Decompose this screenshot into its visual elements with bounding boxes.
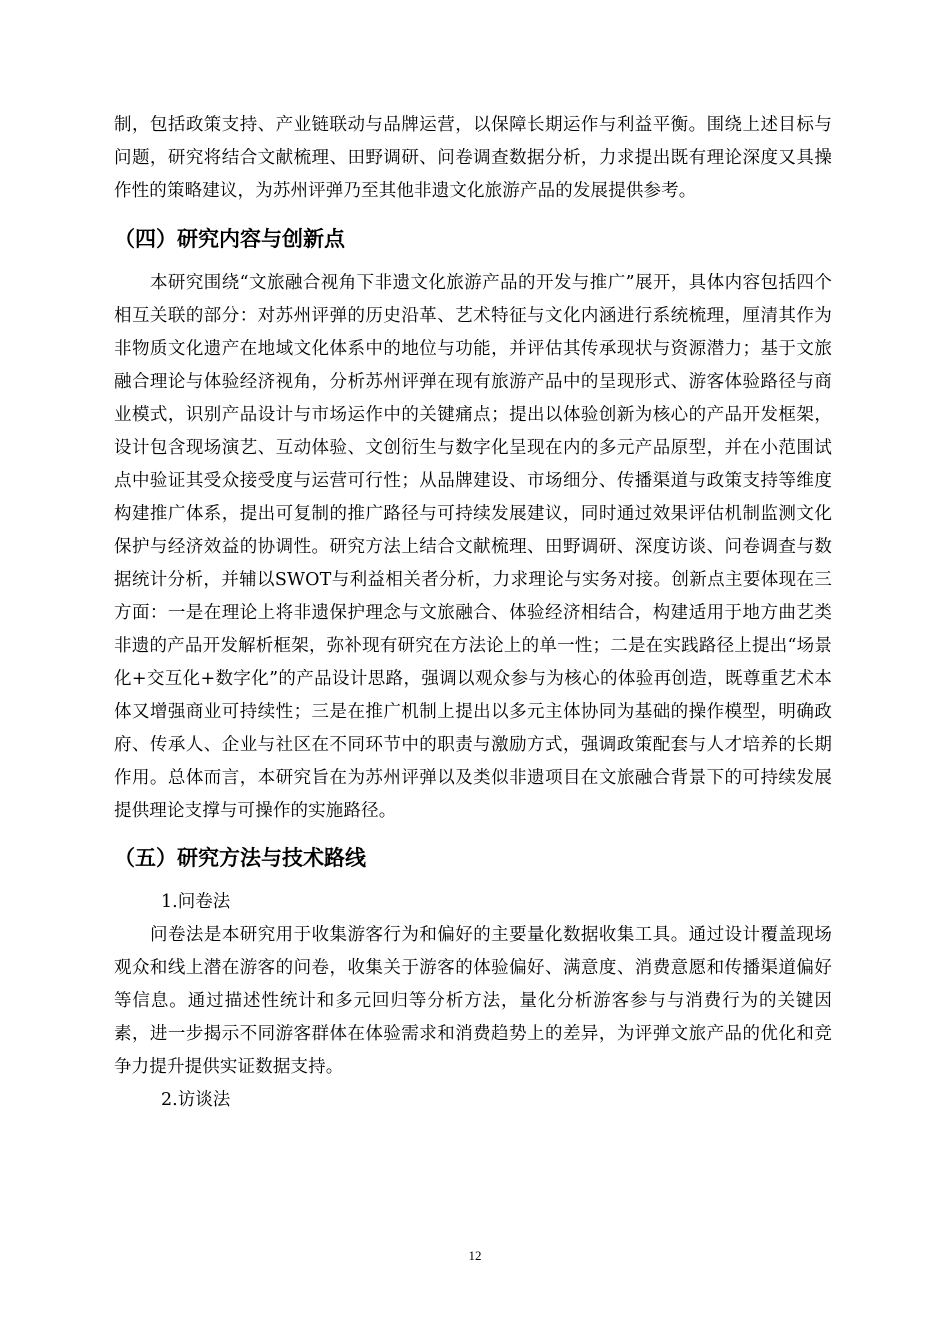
page-body — [114, 109, 832, 1117]
section-heading-research-methods: （五）研究方法与技术路线 — [114, 846, 366, 870]
page-number: 12 — [468, 1248, 482, 1263]
paragraph-questionnaire-method: 问卷法是本研究用于收集游客行为和偏好的主要量化数据收集工具。通过设计覆盖现场观众和线上潜在游客的问卷，收集关于游客的体验偏好、满意度、消费意愿和传播渠道偏好等信息。通过描述性统计和多元回归等分析方法，量化分析游客参与与消费行为的关键因素，进一步揭示不同游客群体在体验需求和消费趋势上的差异，为评弹文旅产品的优化和竞争力提升提供实证数据支持。 — [114, 925, 832, 1077]
paragraph-research-content: 本研究围绕“文旅融合视角下非遗文化旅游产品的开发与推广”展开，具体内容包括四个相互关联的部分：对苏州评弹的历史沿革、艺术特征与文化内涵进行系统梳理，厘清其作为非物质文化遗产在地域文化体系中的地位与功能，并评估其传承现状与资源潜力；基于文旅融合理论与体验经济视角，分析苏州评弹在现有旅游产品中的呈现形式、游客体验路径与商业模式，识别产品设计与市场运作中的关键痛点；提出以体验创新为核心的产品开发框架，设计包含现场演艺、互动体验、文创衍生与数字化呈现在内的多元产品原型，并在小范围试点中验证其受众接受度与运营可行性；从品牌建设、市场细分、传播渠道与政策支持等维度构建推广体系，提出可复制的推广路径与可持续发展建议，同时通过效果评估机制监测文化保护与经济效益的协调性。研究方法上结合文献梳理、田野调研、深度访谈、问卷调查与数据统计分析，并辅以SWOT与利益相关者分析，力求理论与实务对接。创新点主要体现在三方面：一是在理论上将非遗保护理念与文旅融合、体验经济相结合，构建适用于地方曲艺类非遗的产品开发解析框架，弥补现有研究在方法论上的单一性；二是在实践路径上提出“场景化+交互化+数字化”的产品设计思路，强调以观众参与为核心的体验再创造，既尊重艺术本体又增强商业可持续性；三是在推广机制上提出以多元主体协同为基础的操作模型，明确政府、传承人、企业与社区在不同环节中的职责与激励方式，强调政策配套与人才培养的长期作用。总体而言，本研究旨在为苏州评弹以及类似非遗项目在文旅融合背景下的可持续发展提供理论支撑与可操作的实施路径。 — [114, 273, 832, 821]
subheading-interview-method: 2.访谈法 — [161, 1090, 231, 1110]
subheading-questionnaire-method: 1.问卷法 — [161, 892, 231, 912]
paragraph-intro-continuation: 制，包括政策支持、产业链联动与品牌运营，以保障长期运作与利益平衡。围绕上述目标与问题，研究将结合文献梳理、田野调研、问卷调查数据分析，力求提出既有理论深度又具操作性的策略建议，为苏州评弹乃至其他非遗文化旅游产品的发展提供参考。 — [114, 115, 832, 201]
section-heading-research-content: （四）研究内容与创新点 — [114, 227, 345, 251]
